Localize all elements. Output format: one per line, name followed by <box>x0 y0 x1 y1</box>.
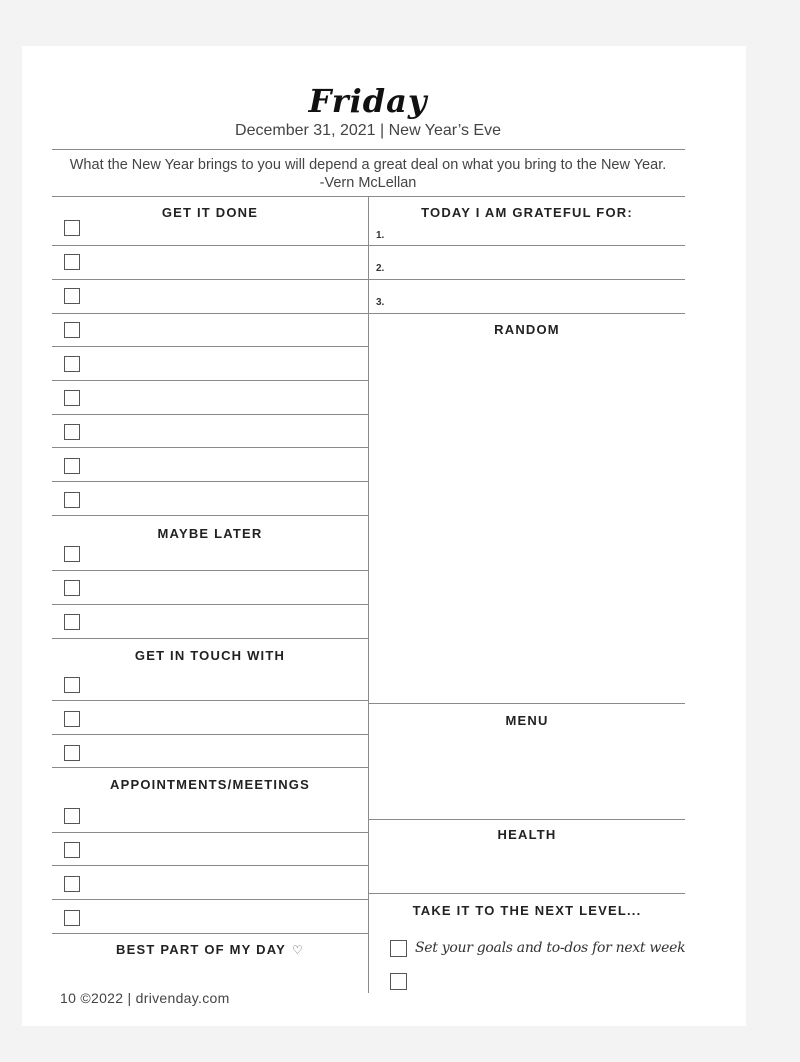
row-line <box>52 515 368 516</box>
health-bottom-line <box>369 893 685 894</box>
get-it-done-checkbox[interactable] <box>64 254 80 270</box>
page-number: 10 <box>60 990 77 1006</box>
quote-author: -Vern McLellan <box>319 175 417 191</box>
row-line <box>52 933 368 934</box>
date-separator: | <box>380 122 385 139</box>
grateful-line-2 <box>369 279 685 280</box>
column-divider <box>368 196 369 993</box>
row-line <box>52 767 368 768</box>
row-line <box>52 604 368 605</box>
get-it-done-checkbox[interactable] <box>64 492 80 508</box>
row-line <box>52 313 368 314</box>
maybe-later-checkbox[interactable] <box>64 614 80 630</box>
get-in-touch-checkbox[interactable] <box>64 745 80 761</box>
grateful-number-3: 3. <box>376 297 385 308</box>
row-line <box>52 447 368 448</box>
day-title: Friday <box>308 82 428 120</box>
grateful-number-2: 2. <box>376 263 385 274</box>
get-in-touch-checkbox[interactable] <box>64 677 80 693</box>
maybe-later-heading: MAYBE LATER <box>157 526 263 541</box>
best-part-label: BEST PART OF MY DAY <box>116 942 286 957</box>
health-heading: HEALTH <box>497 827 557 842</box>
get-it-done-heading: GET IT DONE <box>161 205 259 220</box>
get-it-done-checkbox[interactable] <box>64 356 80 372</box>
get-in-touch-checkbox[interactable] <box>64 711 80 727</box>
maybe-later-checkbox[interactable] <box>64 580 80 596</box>
date-text: December 31, 2021 <box>235 122 376 139</box>
next-level-checkbox[interactable] <box>390 973 407 990</box>
get-it-done-checkbox[interactable] <box>64 458 80 474</box>
heart-icon: ♡ <box>291 943 304 957</box>
row-line <box>52 481 368 482</box>
row-line <box>52 832 368 833</box>
get-it-done-checkbox[interactable] <box>64 322 80 338</box>
appointment-checkbox[interactable] <box>64 842 80 858</box>
appointments-heading: APPOINTMENTS/MEETINGS <box>110 777 310 792</box>
row-line <box>52 279 368 280</box>
row-line <box>52 734 368 735</box>
get-it-done-checkbox[interactable] <box>64 288 80 304</box>
grateful-line-1 <box>369 245 685 246</box>
random-bottom-line <box>369 703 685 704</box>
quote-text: What the New Year brings to you will depend a great deal on what you bring to the New Year. <box>69 157 667 173</box>
row-line <box>52 570 368 571</box>
grateful-number-1: 1. <box>376 230 385 241</box>
grateful-heading: TODAY I AM GRATEFUL FOR: <box>421 205 633 220</box>
grateful-line-3 <box>369 313 685 314</box>
best-part-heading <box>52 942 368 957</box>
date-line <box>0 122 736 140</box>
maybe-later-checkbox[interactable] <box>64 546 80 562</box>
menu-bottom-line <box>369 819 685 820</box>
appointment-checkbox[interactable] <box>64 808 80 824</box>
next-level-heading: TAKE IT TO THE NEXT LEVEL... <box>412 903 642 918</box>
footer-copyright: ©2022 | drivenday.com <box>80 990 230 1006</box>
holiday-text: New Year’s Eve <box>388 122 501 139</box>
get-it-done-checkbox[interactable] <box>64 390 80 406</box>
row-line <box>52 245 368 246</box>
next-level-task-text: Set your goals and to-dos for next week <box>415 940 686 956</box>
row-line <box>52 865 368 866</box>
row-line <box>52 380 368 381</box>
get-it-done-checkbox[interactable] <box>64 220 80 236</box>
row-line <box>52 899 368 900</box>
appointment-checkbox[interactable] <box>64 876 80 892</box>
row-line <box>52 638 368 639</box>
header-divider <box>52 149 685 150</box>
get-in-touch-heading: GET IN TOUCH WITH <box>134 648 286 663</box>
row-line <box>52 700 368 701</box>
get-it-done-checkbox[interactable] <box>64 424 80 440</box>
row-line <box>52 346 368 347</box>
random-heading: RANDOM <box>494 322 560 337</box>
appointment-checkbox[interactable] <box>64 910 80 926</box>
row-line <box>52 414 368 415</box>
page-footer <box>60 990 230 1006</box>
quote-block <box>0 156 736 192</box>
next-level-checkbox[interactable] <box>390 940 407 957</box>
menu-heading: MENU <box>505 713 549 728</box>
